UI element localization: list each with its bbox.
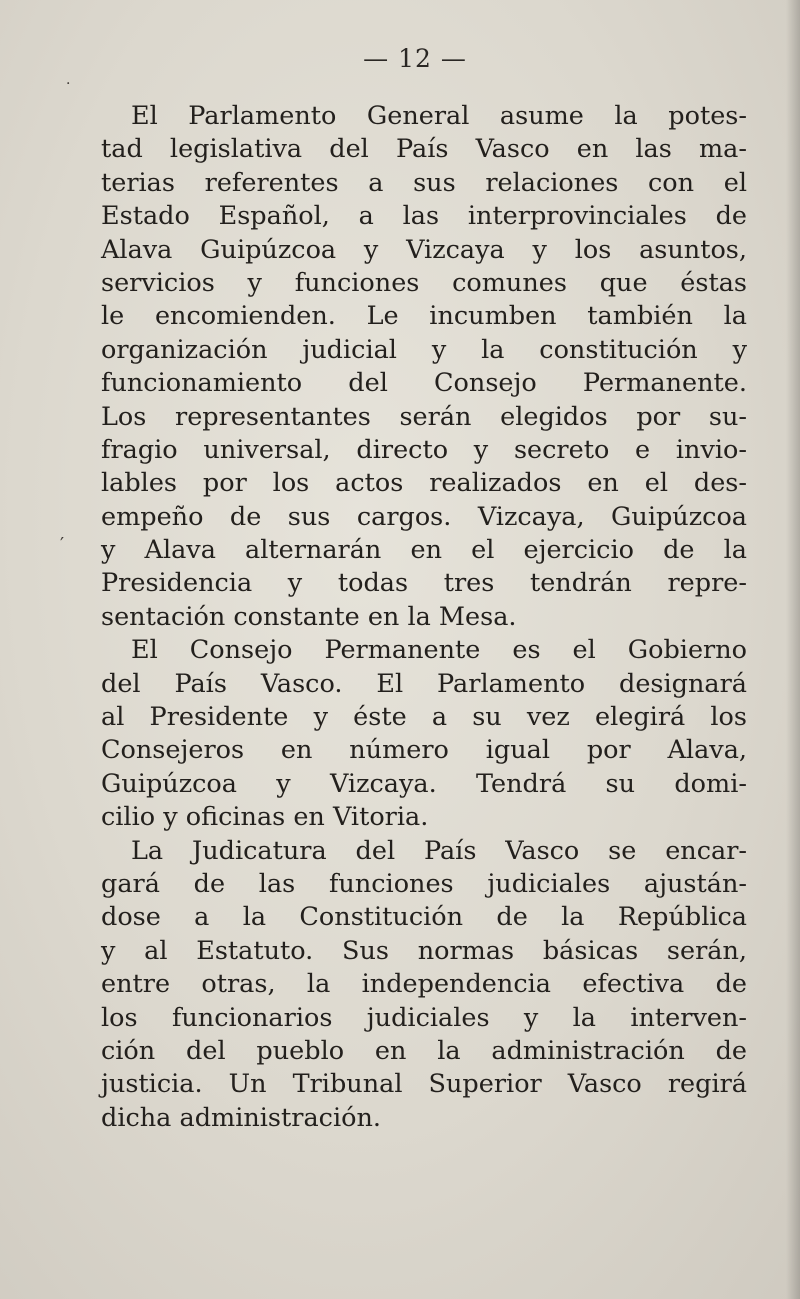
text-line: dose a la Constitución de la República bbox=[101, 902, 747, 933]
text-line: los funcionarios judiciales y la interven- bbox=[101, 1002, 747, 1033]
text-line: le encomienden. Le incumben también la bbox=[101, 301, 747, 332]
text-line: fragio universal, directo y secreto e invio- bbox=[101, 434, 747, 465]
paragraph-1 bbox=[101, 100, 747, 634]
text-line: al Presidente y éste a su vez elegirá los bbox=[101, 702, 747, 733]
text-line: El Parlamento General asume la potes- bbox=[131, 101, 747, 131]
print-speck: ′ bbox=[60, 534, 65, 555]
text-line: Consejeros en número igual por Alava, bbox=[101, 735, 747, 766]
text-line: El Consejo Permanente es el Gobierno bbox=[131, 635, 747, 666]
text-line: servicios y funciones comunes que éstas bbox=[101, 267, 747, 298]
page-edge-shadow bbox=[786, 0, 800, 1299]
text-line: y al Estatuto. Sus normas básicas serán, bbox=[101, 935, 747, 966]
text-line: y Alava alternarán en el ejercicio de la bbox=[101, 535, 747, 566]
text-line: organización judicial y la constitución y bbox=[101, 334, 747, 365]
body-text bbox=[101, 100, 747, 1135]
text-line: La Judicatura del País Vasco se encar- bbox=[131, 835, 747, 866]
text-line: Alava Guipúzcoa y Vizcaya y los asuntos, bbox=[101, 234, 747, 265]
text-line: del País Vasco. El Parlamento designará bbox=[101, 668, 747, 699]
text-line: ción del pueblo en la administración de bbox=[101, 1035, 747, 1066]
text-line: terias referentes a sus relaciones con el bbox=[101, 167, 747, 198]
paragraph-3 bbox=[101, 835, 747, 1136]
text-line: entre otras, la independencia efectiva de bbox=[101, 969, 747, 1000]
print-speck: · bbox=[66, 76, 71, 92]
text-line: lables por los actos realizados en el des- bbox=[101, 468, 747, 499]
text-line: dicha administración. bbox=[101, 1102, 381, 1133]
text-line: gará de las funciones judiciales ajustán- bbox=[101, 868, 747, 899]
text-line: empeño de sus cargos. Vizcaya, Guipúzcoa bbox=[101, 501, 747, 532]
text-line: Los representantes serán elegidos por su- bbox=[101, 401, 747, 432]
text-line: Guipúzcoa y Vizcaya. Tendrá su domi- bbox=[101, 768, 747, 799]
text-line: tad legislativa del País Vasco en las ma- bbox=[101, 134, 747, 165]
text-line: Presidencia y todas tres tendrán repre- bbox=[101, 568, 747, 599]
text-line: cilio y oficinas en Vitoria. bbox=[101, 802, 429, 833]
text-line: Estado Español, a las interprovinciales de bbox=[101, 201, 747, 232]
text-line: justicia. Un Tribunal Superior Vasco regirá bbox=[101, 1069, 747, 1100]
text-line: sentación constante en la Mesa. bbox=[101, 601, 517, 632]
text-line: funcionamiento del Consejo Permanente. bbox=[101, 368, 747, 399]
paragraph-2 bbox=[101, 634, 747, 834]
page-number: — 12 — bbox=[363, 44, 467, 73]
